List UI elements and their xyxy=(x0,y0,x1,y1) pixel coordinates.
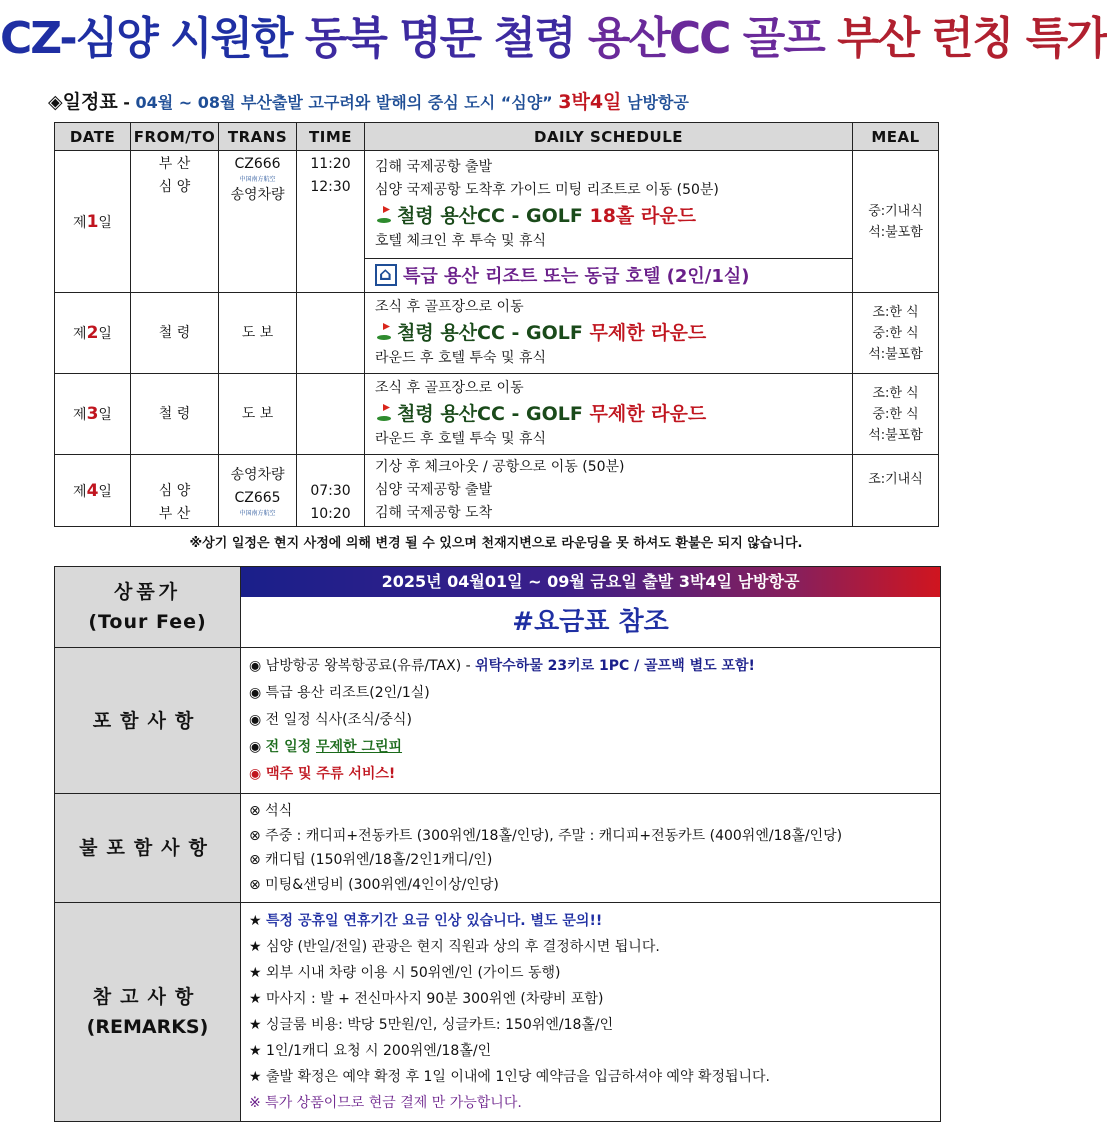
remarks-label-en: (REMARKS) xyxy=(86,1016,209,1038)
remarks-label xyxy=(55,903,241,1122)
remark-2: ★ 심양 (반일/전일) 관광은 현지 직원과 상의 후 결정하시면 됩니다. xyxy=(249,939,660,955)
day-1-line-3: 호텔 체크인 후 투숙 및 휴식 xyxy=(375,233,547,249)
product-info-table xyxy=(54,566,941,1122)
day-3-meal xyxy=(853,374,939,455)
remarks-list xyxy=(241,903,941,1122)
included-item-2: ◉ 특급 용산 리조트(2인/1실) xyxy=(249,685,430,701)
day-4-schedule xyxy=(365,455,853,527)
day-2-pre: 제 xyxy=(73,326,87,342)
day-1-post: 일 xyxy=(98,214,112,231)
day-3-num: 3 xyxy=(86,404,99,424)
included-label: 포함사항 xyxy=(55,648,241,794)
excluded-item-4: ⊗ 미팅&샌딩비 (300위엔/4인이상/인당) xyxy=(249,876,499,893)
day-2-trans: 도 보 xyxy=(219,293,297,374)
schedule-note: ※상기 일정은 현지 사정에 의해 변경 될 수 있으며 천재지변으로 라운딩을 못 하셔도 환불은 되지 않습니다. xyxy=(189,536,803,551)
day-1-from-to xyxy=(131,151,219,293)
day-4-time xyxy=(297,455,365,527)
remark-5: ★ 싱글룸 비용: 박당 5만원/인, 싱글카트: 150위엔/18홀/인 xyxy=(249,1017,614,1033)
fee-label-ko: 상품가 xyxy=(113,581,182,603)
day-1-from: 부 산 xyxy=(158,156,191,172)
day-2-cell xyxy=(55,293,131,374)
title-part-3: 용산CC 골프 xyxy=(587,13,838,64)
page-title xyxy=(0,6,1107,72)
header-meal: MEAL xyxy=(853,123,939,151)
day-4-time-1: 07:30 xyxy=(310,483,351,499)
day-2-golf-course: 철령 용산CC - GOLF xyxy=(397,322,590,344)
excluded-label: 불포함사항 xyxy=(55,794,241,903)
schedule-subheading xyxy=(48,88,689,116)
golf-flag-icon xyxy=(375,404,393,422)
day-2-time xyxy=(297,293,365,374)
day-3-from: 철 령 xyxy=(131,374,219,455)
day-4-transfer: 송영차량 xyxy=(230,466,285,483)
remark-4: ★ 마사지 : 발 + 전신마사지 90분 300위엔 (차량비 포함) xyxy=(249,991,604,1007)
remarks-row xyxy=(55,903,941,1122)
day-2-line-2: 라운드 후 호텔 투숙 및 휴식 xyxy=(375,350,547,366)
schedule-label: ◈일정표 xyxy=(48,91,118,113)
day-2-meal-3: 석:불포함 xyxy=(868,346,923,362)
day-2-line-1: 조식 후 골프장으로 이동 xyxy=(375,299,524,315)
title-part-1: CZ-심양 시원한 xyxy=(0,13,305,64)
remarks-label-ko: 참고사항 xyxy=(92,986,203,1008)
day-2-golf-round: 무제한 라운드 xyxy=(589,322,707,344)
day-4-cell xyxy=(55,455,131,527)
day-3-golf xyxy=(375,400,852,428)
day-3-meal-2: 중:한 식 xyxy=(872,406,919,422)
header-date: DATE xyxy=(55,123,131,151)
excluded-item-1: ⊗ 석식 xyxy=(249,803,293,819)
day-1-time-1: 11:20 xyxy=(310,156,351,172)
excluded-item-3: ⊗ 캐디팁 (150위엔/18홀/2인1캐디/인) xyxy=(249,852,493,868)
day-1-flight: CZ666 xyxy=(234,156,281,172)
day-4-to: 부 산 xyxy=(158,506,191,522)
fee-content xyxy=(241,567,941,648)
day-4-meal-1: 조:기내식 xyxy=(868,472,923,487)
subhead-airline: 남방항공 xyxy=(626,93,689,112)
day-3-post: 일 xyxy=(98,407,112,423)
header-from-to: FROM/TO xyxy=(131,123,219,151)
day-4-line-3: 김해 국제공항 도착 xyxy=(375,505,493,521)
fee-departure-banner: 2025년 04월01일 ~ 09월 금요일 출발 3박4일 남방항공 xyxy=(241,567,940,597)
day-1-time xyxy=(297,151,365,293)
fee-label xyxy=(55,567,241,648)
day-1-pre: 제 xyxy=(73,214,87,231)
subhead-text: 04월 ~ 08월 부산출발 고구려와 발해의 중심 도시 “심양” xyxy=(135,93,553,112)
day-1-trans xyxy=(219,151,297,293)
day-1-golf xyxy=(375,202,852,230)
day-4-pre: 제 xyxy=(73,483,87,500)
day-4-line-1: 기상 후 체크아웃 / 공항으로 이동 (50분) xyxy=(375,459,625,475)
included-item-1: ◉ 남방항공 왕복항공료(유류/TAX) - 위탁수하물 23키로 1PC / 골프백 별도 포함! xyxy=(249,658,755,674)
included-item-5: ◉ 맥주 및 주류 서비스! xyxy=(249,766,396,782)
table-row-day-1 xyxy=(55,151,939,259)
day-3-time xyxy=(297,374,365,455)
day-1-meal-2: 석:불포함 xyxy=(868,224,923,240)
day-4-from: 심 양 xyxy=(158,483,191,499)
day-1-cell xyxy=(55,151,131,293)
day-4-from-to xyxy=(131,455,219,527)
fee-reference: #요금표 참조 xyxy=(512,607,669,637)
day-4-meal xyxy=(853,455,939,527)
header-daily-schedule: DAILY SCHEDULE xyxy=(365,123,853,151)
golf-flag-icon xyxy=(375,323,393,341)
day-1-meal xyxy=(853,151,939,293)
day-4-post: 일 xyxy=(98,483,112,500)
table-row-day-3 xyxy=(55,374,939,455)
schedule-table xyxy=(54,122,939,527)
day-1-golf-course: 철령 용산CC - GOLF xyxy=(397,205,590,227)
day-1-time-2: 12:30 xyxy=(310,179,351,195)
day-1-schedule xyxy=(365,151,853,259)
title-part-2: 동북 명문 철령 xyxy=(304,13,588,64)
day-4-num: 4 xyxy=(86,480,99,501)
remark-1: ★ 특정 공휴일 연휴기간 요금 인상 있습니다. 별도 문의!! xyxy=(249,913,603,929)
day-3-trans: 도 보 xyxy=(219,374,297,455)
day-4-trans xyxy=(219,455,297,527)
remark-7: ★ 출발 확정은 예약 확정 후 1일 이내에 1인당 예약금을 입금하셔야 예약 확정됩니다. xyxy=(249,1069,770,1085)
remark-6: ★ 1인/1캐디 요청 시 200위엔/18홀/인 xyxy=(249,1043,492,1059)
remark-8: ※ 특가 상품이므로 현금 결제 만 가능합니다. xyxy=(249,1095,522,1111)
day-3-golf-round: 무제한 라운드 xyxy=(589,403,707,425)
day-3-pre: 제 xyxy=(73,407,87,423)
table-row-day-2 xyxy=(55,293,939,374)
day-4-line-2: 심양 국제공항 출발 xyxy=(375,482,493,498)
included-list xyxy=(241,648,941,794)
day-1-transfer: 송영차량 xyxy=(230,187,285,203)
day-3-line-1: 조식 후 골프장으로 이동 xyxy=(375,380,524,396)
day-2-post: 일 xyxy=(98,326,112,342)
day-1-line-1: 김해 국제공항 출발 xyxy=(375,159,493,175)
day-1-to: 심 양 xyxy=(158,179,191,195)
excluded-item-2: ⊗ 주중 : 캐디피+전동카트 (300위엔/18홀/인당), 주말 : 캐디피+전동카트 (400위엔/18홀/인당) xyxy=(249,827,843,844)
day-1-meal-1: 중:기내식 xyxy=(868,203,923,219)
header-time: TIME xyxy=(297,123,365,151)
day-1-hotel xyxy=(365,259,853,293)
day-2-schedule xyxy=(365,293,853,374)
table-row-day-4 xyxy=(55,455,939,527)
fee-row xyxy=(55,567,941,648)
day-1-num: 1 xyxy=(86,211,99,232)
day-4-flight: CZ665 xyxy=(234,489,281,506)
excluded-list xyxy=(241,794,941,903)
schedule-header-row xyxy=(55,123,939,151)
day-1-line-2: 심양 국제공항 도착후 가이드 미팅 리조트로 이동 (50분) xyxy=(375,182,719,198)
day-3-golf-course: 철령 용산CC - GOLF xyxy=(397,403,590,425)
subhead-dash: - xyxy=(117,93,136,112)
day-3-meal-1: 조:한 식 xyxy=(872,385,919,401)
day-2-meal-2: 중:한 식 xyxy=(872,325,919,341)
included-item-3: ◉ 전 일정 식사(조식/중식) xyxy=(249,712,412,728)
day-2-meal xyxy=(853,293,939,374)
day-1-hotel-text: 특급 용산 리조트 또는 동급 호텔 (2인/1실) xyxy=(403,265,750,287)
day-2-from: 철 령 xyxy=(131,293,219,374)
remark-3: ★ 외부 시내 차량 이용 시 50위엔/인 (가이드 동행) xyxy=(249,965,561,981)
title-part-4: 부산 런칭 특가 xyxy=(837,13,1107,64)
day-4-time-2: 10:20 xyxy=(310,506,351,522)
fee-label-en: (Tour Fee) xyxy=(88,611,207,633)
golf-flag-icon xyxy=(375,206,393,224)
day-3-line-2: 라운드 후 호텔 투숙 및 휴식 xyxy=(375,431,547,447)
day-3-cell xyxy=(55,374,131,455)
included-item-4: ◉ 전 일정 무제한 그린피 xyxy=(249,739,403,755)
subhead-duration: 3박4일 xyxy=(558,91,622,113)
day-2-meal-1: 조:한 식 xyxy=(872,304,919,320)
excluded-row xyxy=(55,794,941,903)
header-trans: TRANS xyxy=(219,123,297,151)
included-row xyxy=(55,648,941,794)
day-3-schedule xyxy=(365,374,853,455)
day-2-golf xyxy=(375,319,852,347)
day-3-meal-3: 석:불포함 xyxy=(868,427,923,443)
day-2-num: 2 xyxy=(86,323,99,343)
airline-logo-icon: 中国南方航空 xyxy=(239,509,276,517)
airline-logo-icon: 中国南方航空 xyxy=(239,176,276,183)
hotel-icon xyxy=(375,264,397,286)
day-1-golf-round: 18홀 라운드 xyxy=(589,205,696,227)
